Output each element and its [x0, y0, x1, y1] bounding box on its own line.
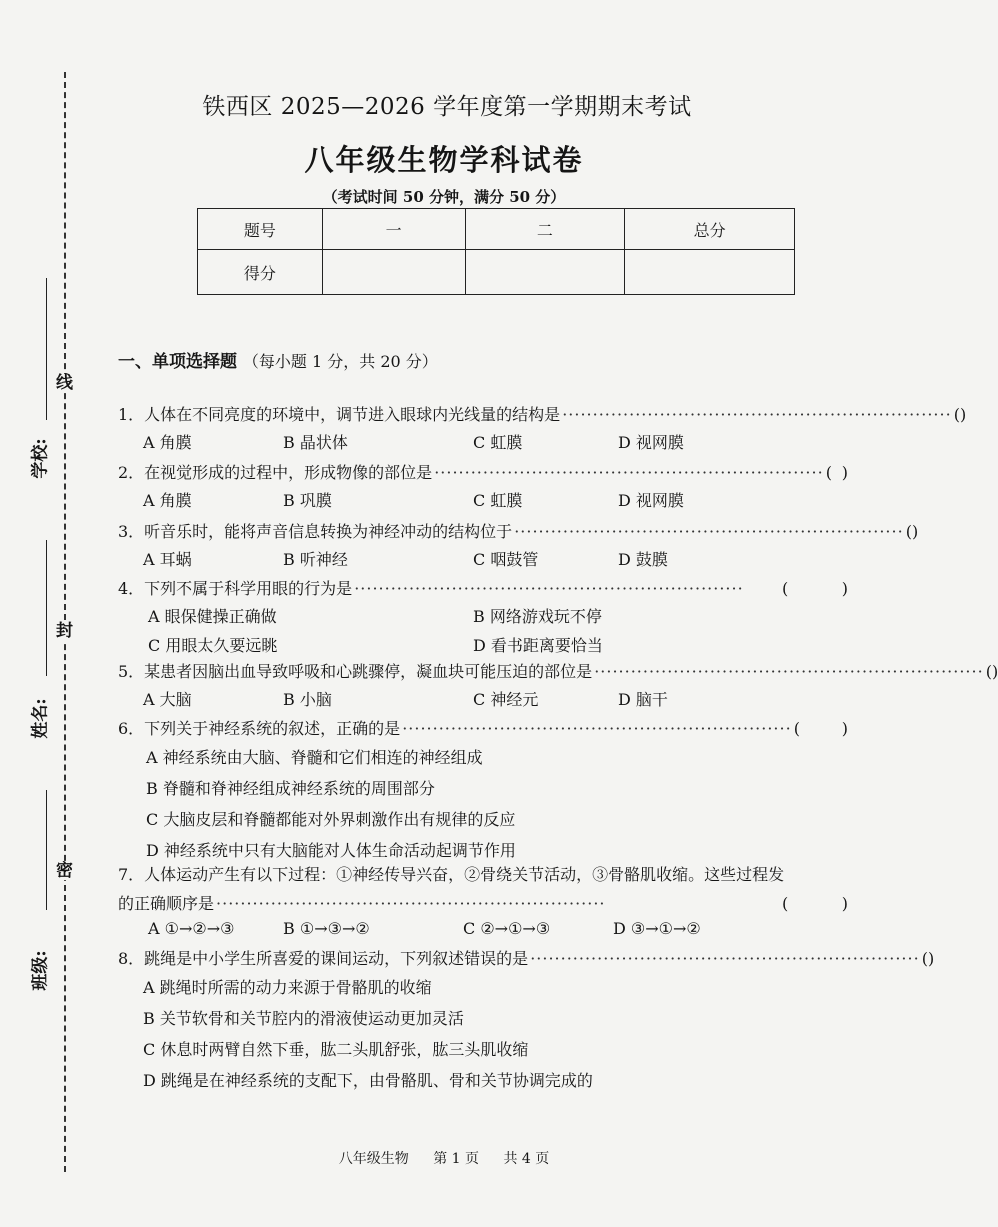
school-fill-line — [46, 278, 47, 420]
answer-paren-left: ( — [905, 522, 912, 541]
question-8: 8．跳绳是中小学生所喜爱的课间运动，下列叙述错误的是 ································································ ( ) A 跳绳时所需的动力来源于骨骼肌的收缩 B 关节软骨和关节腔内的滑液使运动更加灵活 C 休息时两臂自然下垂，肱二头肌舒张，肱三头肌收缩 D 跳绳是在神经系统的支配下，由骨骼肌、骨和关节协调完成的 — [118, 946, 848, 1099]
section-note: （每小题 1 分，共 20 分） — [242, 352, 438, 371]
option: C 用眼太久要远眺 — [148, 636, 278, 655]
score-table-label: 题号 — [198, 209, 323, 250]
name-fill-line — [46, 540, 47, 676]
exam-title: 铁西区 2025—2026 学年度第一学期期末考试 — [202, 94, 692, 120]
question-stem: 4．下列不属于科学用眼的行为是 — [118, 579, 353, 598]
option: C 虹膜 — [473, 433, 523, 452]
answer-paren-right: ) — [841, 463, 848, 482]
answer-paren-left: ( — [782, 579, 789, 598]
section-title: 一、单项选择题 — [118, 352, 237, 372]
score-table-label: 得分 — [198, 250, 323, 295]
score-cell[interactable] — [322, 250, 465, 295]
question-1: 1．人体在不同亮度的环境中，调节进入眼球内光线量的结构是 ································································ ( ) A 角膜 B 晶状体 C 虹膜 D 视网膜 — [118, 402, 848, 453]
option: C 虹膜 — [473, 491, 523, 510]
option: B 巩膜 — [283, 491, 332, 510]
score-table-col: 二 — [465, 209, 625, 250]
question-stem-continued: 的正确顺序是 — [118, 894, 215, 913]
option: A 角膜 — [143, 433, 192, 452]
option: B 网络游戏玩不停 — [473, 607, 602, 626]
answer-paren-left: ( — [921, 949, 928, 968]
score-cell[interactable] — [625, 250, 795, 295]
option: B 听神经 — [283, 550, 348, 569]
answer-paren-left: ( — [953, 405, 960, 424]
question-3: 3．听音乐时，能将声音信息转换为神经冲动的结构位于 ································································ ( ) A 耳蜗 B 听神经 C 咽鼓管 D 鼓膜 — [118, 519, 848, 570]
question-stem: 2．在视觉形成的过程中，形成物像的部位是 — [118, 463, 433, 482]
answer-paren-left: ( — [985, 662, 992, 681]
subject-title: 八年级生物学科试卷 — [304, 143, 584, 177]
answer-paren-left: ( — [825, 463, 832, 482]
question-stem: 1．人体在不同亮度的环境中，调节进入眼球内光线量的结构是 — [118, 405, 561, 424]
class-fill-line — [46, 790, 47, 910]
option: A 跳绳时所需的动力来源于骨骼肌的收缩 — [143, 978, 432, 997]
option: C 咽鼓管 — [473, 550, 539, 569]
class-label: 班级: — [30, 950, 51, 991]
answer-paren-right: ) — [841, 579, 848, 598]
question-stem: 3．听音乐时，能将声音信息转换为神经冲动的结构位于 — [118, 522, 513, 541]
score-table — [197, 208, 795, 295]
footer-page-number: 第 1 页 — [433, 1151, 479, 1167]
answer-paren-right: ) — [841, 719, 848, 738]
option: D ③→①→② — [613, 919, 701, 938]
answer-paren-left: ( — [793, 719, 800, 738]
option: A 眼保健操正确做 — [148, 607, 277, 626]
answer-paren-right: ) — [991, 662, 998, 681]
answer-paren-right: ) — [911, 522, 919, 541]
score-cell[interactable] — [465, 250, 625, 295]
score-table-col: 总分 — [625, 209, 795, 250]
option: A 耳蜗 — [143, 550, 192, 569]
question-2: 2．在视觉形成的过程中，形成物像的部位是 ································································ ( ) A 角膜 B 巩膜 C 虹膜 D 视网膜 — [118, 460, 848, 511]
option: D 脑干 — [618, 690, 668, 709]
option: D 神经系统中只有大脑能对人体生命活动起调节作用 — [146, 841, 516, 860]
question-stem: 6．下列关于神经系统的叙述，正确的是 — [118, 719, 401, 738]
bind-word-mi: 密 — [56, 861, 73, 881]
option: D 视网膜 — [618, 491, 684, 510]
option: B 脊髓和脊神经组成神经系统的周围部分 — [146, 779, 435, 798]
option: D 看书距离要恰当 — [473, 636, 603, 655]
exam-info: （考试时间 50 分钟，满分 50 分） — [322, 188, 566, 206]
question-7: 7．人体运动产生有以下过程：①神经传导兴奋，②骨绕关节活动，③骨骼肌收缩。这些过程发 的正确顺序是 ································································ ( ) A ①→②→③ B ①→③→② C ②→①→③ D ③→①→② — [118, 862, 848, 938]
option: D 跳绳是在神经系统的支配下，由骨骼肌、骨和关节协调完成的 — [143, 1071, 593, 1090]
option: C 大脑皮层和脊髓都能对外界刺激作出有规律的反应 — [146, 810, 516, 829]
footer-subject: 八年级生物 — [338, 1151, 409, 1167]
footer-total-pages: 共 4 页 — [503, 1151, 550, 1167]
option: C ②→①→③ — [463, 919, 551, 938]
school-label: 学校: — [30, 438, 51, 479]
option: B ①→③→② — [283, 919, 370, 938]
option: A 神经系统由大脑、脊髓和它们相连的神经组成 — [146, 748, 483, 767]
answer-paren-right: ) — [927, 949, 935, 968]
question-stem: 8．跳绳是中小学生所喜爱的课间运动，下列叙述错误的是 — [118, 949, 529, 968]
option: B 小脑 — [283, 690, 332, 709]
option: A 大脑 — [143, 690, 192, 709]
answer-paren-right: ) — [841, 894, 848, 913]
question-stem: 7．人体运动产生有以下过程：①神经传导兴奋，②骨绕关节活动，③骨骼肌收缩。这些过程发 — [118, 865, 785, 884]
score-table-header-row — [198, 209, 795, 250]
bind-word-feng: 封 — [56, 621, 73, 641]
answer-paren-right: ) — [959, 405, 967, 424]
option: B 晶状体 — [283, 433, 348, 452]
bind-word-xian: 线 — [56, 373, 73, 393]
option: D 视网膜 — [618, 433, 684, 452]
question-6: 6．下列关于神经系统的叙述，正确的是 ································································ ( ) A 神经系统由大脑、脊髓和它们相连的神经组成 B 脊髓和脊神经组成神经系统的周围部分 C 大脑皮层和脊髓都能对外界刺激作出有规律的反应 D 神经系统中只有大脑能对人体生命活动起调节作用 — [118, 716, 848, 869]
score-table-score-row — [198, 250, 795, 295]
question-stem: 5．某患者因脑出血导致呼吸和心跳骤停，凝血块可能压迫的部位是 — [118, 662, 593, 681]
name-label: 姓名: — [30, 698, 51, 739]
option: B 关节软骨和关节腔内的滑液使运动更加灵活 — [143, 1009, 464, 1028]
option: D 鼓膜 — [618, 550, 668, 569]
option: C 休息时两臂自然下垂，肱二头肌舒张，肱三头肌收缩 — [143, 1040, 529, 1059]
score-table-col: 一 — [322, 209, 465, 250]
question-4: 4．下列不属于科学用眼的行为是 ································································ ( ) A 眼保健操正确做 B 网络游戏玩不停 C 用眼太久要远眺 D 看书距离要恰当 — [118, 576, 848, 656]
option: A ①→②→③ — [148, 919, 235, 938]
section-heading — [118, 347, 438, 372]
answer-paren-left: ( — [782, 894, 789, 913]
option: A 角膜 — [143, 491, 192, 510]
page-footer — [0, 1148, 868, 1168]
option: C 神经元 — [473, 690, 539, 709]
question-5: 5．某患者因脑出血导致呼吸和心跳骤停，凝血块可能压迫的部位是 ································································ ( ) A 大脑 B 小脑 C 神经元 D 脑干 — [118, 659, 848, 710]
